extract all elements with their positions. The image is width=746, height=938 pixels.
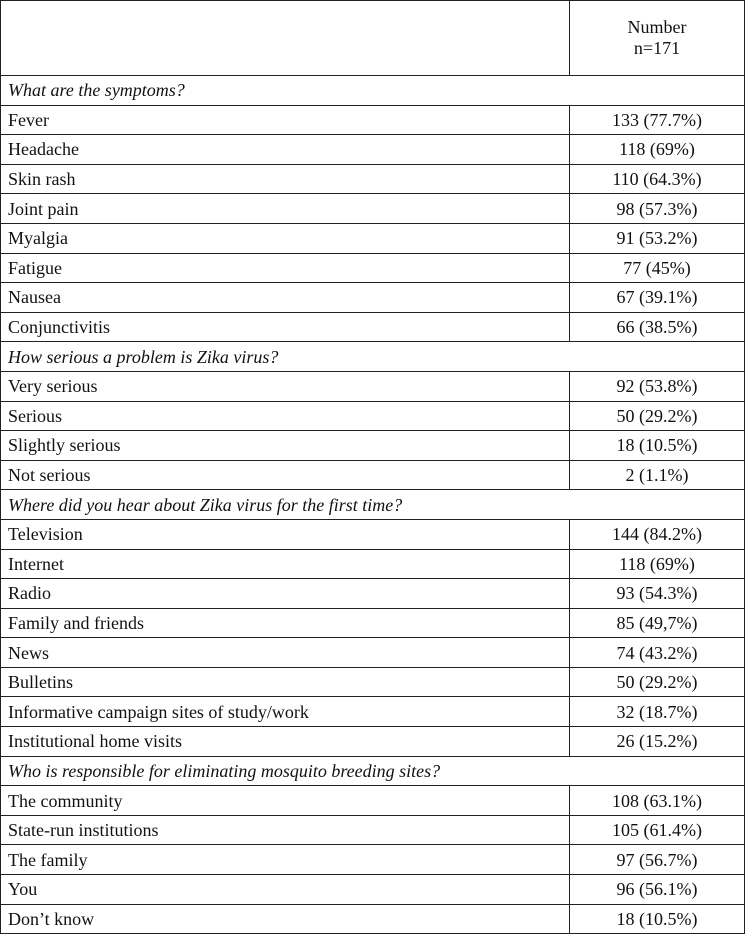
table-row (1, 786, 745, 816)
section-header-row (1, 756, 745, 786)
row-value: 85 (49,7%) (570, 608, 745, 638)
row-value: 118 (69%) (570, 135, 745, 165)
table-row (1, 549, 745, 579)
row-value: 93 (54.3%) (570, 579, 745, 609)
row-value: 110 (64.3%) (570, 164, 745, 194)
row-label: Television (1, 519, 570, 549)
table-row (1, 194, 745, 224)
row-label: The family (1, 845, 570, 875)
row-value: 67 (39.1%) (570, 283, 745, 313)
row-value: 97 (56.7%) (570, 845, 745, 875)
table-row (1, 460, 745, 490)
section-header-row (1, 76, 745, 106)
row-value: 118 (69%) (570, 549, 745, 579)
row-label: Bulletins (1, 667, 570, 697)
table-row (1, 815, 745, 845)
table-row (1, 638, 745, 668)
table-row (1, 135, 745, 165)
row-value: 50 (29.2%) (570, 401, 745, 431)
table-row (1, 519, 745, 549)
table-row (1, 164, 745, 194)
table-row (1, 105, 745, 135)
row-label: News (1, 638, 570, 668)
table-row (1, 312, 745, 342)
row-label: State-run institutions (1, 815, 570, 845)
row-value: 105 (61.4%) (570, 815, 745, 845)
table-row (1, 727, 745, 757)
table-row (1, 253, 745, 283)
header-number-title: Number (627, 17, 687, 37)
row-value: 32 (18.7%) (570, 697, 745, 727)
row-value: 144 (84.2%) (570, 519, 745, 549)
table-row (1, 371, 745, 401)
section-title: What are the symptoms? (1, 76, 745, 106)
table-row (1, 283, 745, 313)
row-value: 18 (10.5%) (570, 904, 745, 934)
row-value: 2 (1.1%) (570, 460, 745, 490)
table-body (1, 1, 745, 934)
row-label: The community (1, 786, 570, 816)
row-label: Skin rash (1, 164, 570, 194)
row-value: 98 (57.3%) (570, 194, 745, 224)
row-label: Fatigue (1, 253, 570, 283)
row-label: Headache (1, 135, 570, 165)
row-label: Fever (1, 105, 570, 135)
row-value: 74 (43.2%) (570, 638, 745, 668)
row-label: Joint pain (1, 194, 570, 224)
section-title: Who is responsible for eliminating mosquito breeding sites? (1, 756, 745, 786)
row-value: 66 (38.5%) (570, 312, 745, 342)
section-title: How serious a problem is Zika virus? (1, 342, 745, 372)
row-value: 50 (29.2%) (570, 667, 745, 697)
row-value: 26 (15.2%) (570, 727, 745, 757)
row-label: Very serious (1, 371, 570, 401)
table-header-row (1, 1, 745, 76)
row-label: Not serious (1, 460, 570, 490)
row-value: 108 (63.1%) (570, 786, 745, 816)
table-row (1, 904, 745, 934)
table-row (1, 875, 745, 905)
section-header-row (1, 490, 745, 520)
row-label: Nausea (1, 283, 570, 313)
row-label: Internet (1, 549, 570, 579)
section-title: Where did you hear about Zika virus for the first time? (1, 490, 745, 520)
row-label: Radio (1, 579, 570, 609)
row-value: 91 (53.2%) (570, 223, 745, 253)
table-row (1, 579, 745, 609)
row-label: Myalgia (1, 223, 570, 253)
row-value: 18 (10.5%) (570, 431, 745, 461)
table-row (1, 608, 745, 638)
header-sample-size: n=171 (633, 38, 681, 58)
table-row (1, 697, 745, 727)
table-row (1, 223, 745, 253)
row-value: 133 (77.7%) (570, 105, 745, 135)
row-label: Family and friends (1, 608, 570, 638)
row-label: Serious (1, 401, 570, 431)
table-row (1, 667, 745, 697)
header-label-cell (1, 1, 570, 76)
table-row (1, 431, 745, 461)
row-label: You (1, 875, 570, 905)
row-label: Institutional home visits (1, 727, 570, 757)
row-label: Don’t know (1, 904, 570, 934)
row-value: 92 (53.8%) (570, 371, 745, 401)
row-label: Informative campaign sites of study/work (1, 697, 570, 727)
row-label: Conjunctivitis (1, 312, 570, 342)
section-header-row (1, 342, 745, 372)
row-label: Slightly serious (1, 431, 570, 461)
header-number-cell (570, 1, 745, 76)
row-value: 96 (56.1%) (570, 875, 745, 905)
row-value: 77 (45%) (570, 253, 745, 283)
table-row (1, 845, 745, 875)
table-row (1, 401, 745, 431)
